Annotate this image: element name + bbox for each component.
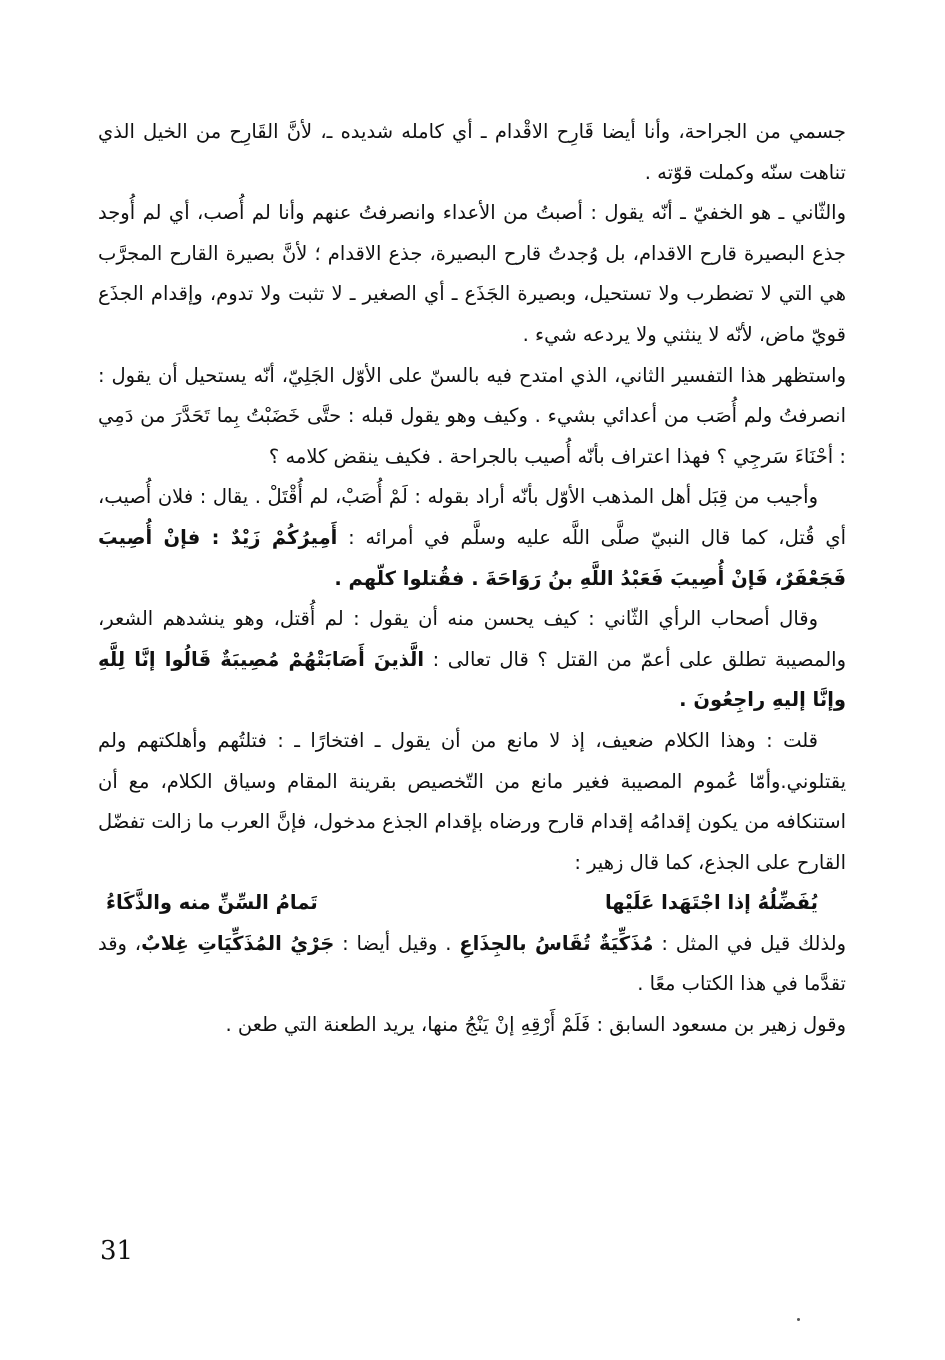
scan-speck	[797, 1318, 800, 1321]
paragraph	[98, 599, 846, 721]
paragraphs-after-verse	[98, 924, 846, 1046]
page-number: 31	[100, 1236, 134, 1266]
paragraph-text: ، وقد تقدَّما في هذا الكتاب معًا .	[98, 931, 846, 996]
paragraph-text: وقال أصحاب الرأي الثّاني : كيف يحسن منه أن يقول : لم أُقتل، وهو ينشدهم الشعر، والمصيبة تطلق على أعمّ من القتل ؟ قال تعالى :	[98, 607, 847, 671]
paragraph-text: قلت : وهذا الكلام ضعيف، إذ لا مانع من أن يقول ـ افتخارًا ـ : فتلتُهم وأهلكتهم ولم يقتلوني.وأمّا عُموم المصيبة فغير مانع من التّخصيص بقرينة المقام وسياق الكلام، مع أن استنكافه من يكون إقدامُه إقدام قارح ورضاه بإقدام الجذع مدخول، فإنَّ العرب ما زالت تفضّل القارح على الجذع، كما قال زهير :	[98, 728, 846, 874]
verse-second-hemistich: تَمامُ السِّنِّ منه والذَّكَاءُ	[106, 891, 318, 915]
quoted-text: مُذَكِّيَةٌ تُقَاسُ بالجِذَاعِ	[459, 931, 654, 955]
paragraph-text: وقول زهير بن مسعود السابق : فَلَمْ أَرْقِهِ إنْ يَنْجُ منها، يريد الطعنة التي طعن .	[225, 1013, 846, 1037]
quoted-text: جَرْيُ المُذَكِّيَاتِ غِلابٌ	[141, 931, 335, 955]
paragraph-text: واستظهر هذا التفسير الثاني، الذي امتدح فيه بالسنّ على الأوّل الجَلِيّ، أنّه يستحيل أن يقول : انصرفتُ ولم أُصَب من أعدائي بشيء . وكيف وهو يقول قبله : حتَّى خَضَبْتُ بِما تَحَدَّرَ من دَمِي : أحْنَاءَ سَرجِي ؟ فهذا اعتراف بأنّه أُصيب بالجراحة . فكيف ينقض كلامه ؟	[98, 363, 846, 468]
paragraph-text: جسمي من الجراحة، وأنا أيضا قَارِح الاقْدام ـ أي كامله شديده ـ، لأنَّ القَارِح من الخيل الذي تناهت سنّه وكملت قوّته .	[98, 120, 846, 184]
page-body-text	[98, 112, 846, 1232]
paragraph-text: . وقيل أيضا :	[334, 931, 460, 955]
paragraph-text: وأجيب من قِبَل أهل المذهب الأوّل بأنّه أراد بقوله : لَمْ أُصَبْ، لم أُقْتَلْ . يقال : فلان أُصيب، أي قُتل، كما قال النبيّ صلَّى اللَّه عليه وسلَّم في أمرائه :	[98, 485, 846, 549]
paragraph	[98, 1005, 846, 1046]
paragraph	[98, 721, 846, 883]
paragraph-text: ولذلك قيل في المثل :	[653, 931, 846, 955]
verse-first-hemistich: يُفَضِّلُهُ إذا اجْتَهَدا عَلَيْها	[604, 891, 818, 915]
poetry-verse	[98, 883, 846, 924]
paragraph-text: والثّاني ـ هو الخفيّ ـ أنّه يقول : أصبتُ من الأعداء وانصرفتُ عنهم وأنا لم أُصب، أي لم أُوجد جذع البصيرة قارح الاقدام، بل وُجدتُ قارح البصيرة، جذع الاقدام ؛ لأنَّ بصيرة القارح المجرَّب هي التي لا تضطرب ولا تستحيل، وبصيرة الجَذَع ـ أي الصغير ـ لا تثبت ولا تدوم، وإقدام الجذَع قويّ ماض، لأنّه لا ينثني ولا يردعه شيء .	[98, 201, 846, 346]
paragraph	[98, 112, 846, 193]
paragraph	[98, 356, 846, 478]
paragraph	[98, 477, 846, 599]
paragraph	[98, 924, 846, 1005]
quoted-text: الَّذينَ أَصَابَتْهُمْ مُصِيبَةٌ قَالُوا إنَّا لِلَّهِ وإنَّا إليهِ راجِعُونَ .	[98, 647, 846, 712]
paragraph	[98, 193, 846, 355]
paragraphs-before-verse	[98, 112, 846, 883]
quoted-text: أَمِيرُكُمْ زَيْدٌ : فإنْ أُصِيبَ فَجَعْفَرٌ، فَإنْ أُصِيبَ فَعَبْدُ اللَّهِ بنُ رَوَاحَةَ . فقُتلوا كلّهم .	[98, 525, 846, 590]
